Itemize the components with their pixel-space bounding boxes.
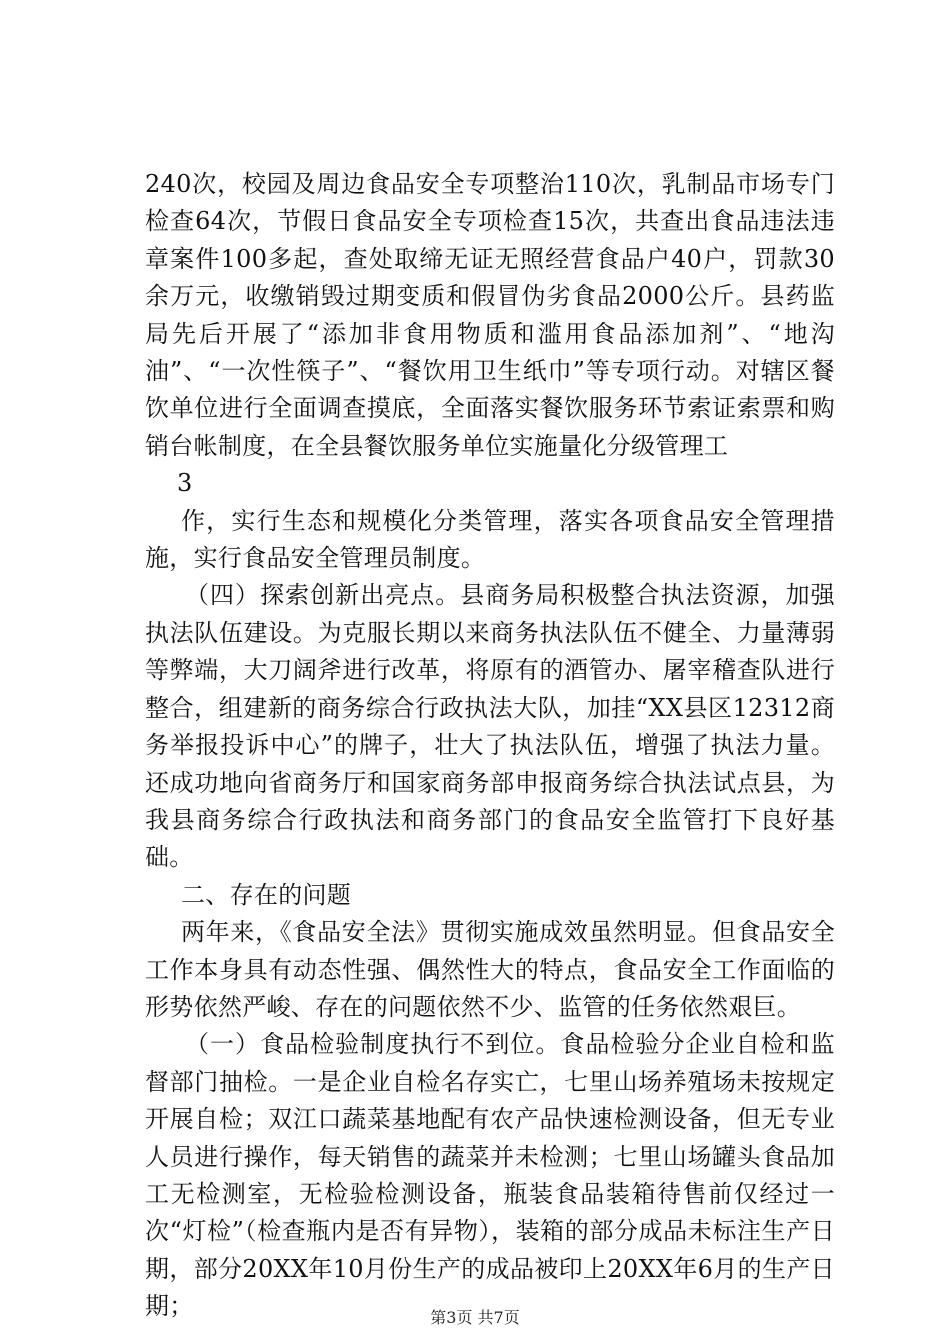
body-text bbox=[145, 166, 835, 1326]
paragraph-continuation: 作，实行生态和规模化分类管理，落实各项食品安全管理措施，实行食品安全管理员制度。 bbox=[145, 506, 835, 573]
paragraph-inspection-issues: （一）食品检验制度执行不到位。食品检验分企业自检和监督部门抽检。一是企业自检名存实亡，七里山场养殖场未按规定开展自检；双江口蔬菜基地配有农产品快速检测设备，但无专业人员进行操作，每天销售的蔬菜并未检测；七里山场罐头食品加工无检测室，无检验检测设备，瓶装食品装箱待售前仅经过一次“灯检”（检查瓶内是否有异物），装箱的部分成品未标注生产日期，部分20XX年10月份生产的成品被印上20XX年6月的生产日期； bbox=[145, 1030, 835, 1321]
inline-page-number: 3 bbox=[177, 469, 193, 498]
paragraph-problems-intro: 两年来，《食品安全法》贯彻实施成效虽然明显。但食品安全工作本身具有动态性强、偶然性大的特点，食品安全工作面临的形势依然严峻、存在的问题依然不少、监管的任务依然艰巨。 bbox=[145, 918, 835, 1021]
paragraph-section-four: （四）探索创新出亮点。县商务局积极整合执法资源，加强执法队伍建设。为克服长期以来商务执法队伍不健全、力量薄弱等弊端，大刀阔斧进行改革，将原有的酒管办、屠宰稽查队进行整合，组建新的商务综合行政执法大队，加挂“XX县区12312商务举报投诉中心”的牌子，壮大了执法队伍，增强了执法力量。还成功地向省商务厅和国家商务部申报商务综合执法试点县，为我县商务综合行政执法和商务部门的食品安全监管打下良好基础。 bbox=[145, 581, 835, 872]
section-heading-problems: 二、存在的问题 bbox=[181, 880, 352, 909]
page-footer: 第3页 共7页 bbox=[430, 1308, 520, 1327]
paragraph-enforcement-stats: 240次，校园及周边食品安全专项整治110次，乳制品市场专门检查64次，节假日食品安全专项检查15次，共查出食品违法违章案件100多起，查处取缔无证无照经营食品户40户，罚款30余万元，收缴销毁过期变质和假冒伪劣食品2000公斤。县药监局先后开展了“添加非食用物质和滥用食品添加剂”、“地沟油”、“一次性筷子”、“餐饮用卫生纸巾”等专项行动。对辖区餐饮单位进行全面调查摸底，全面落实餐饮服务环节索证索票和购销台帐制度，在全县餐饮服务单位实施量化分级管理工 bbox=[145, 170, 835, 460]
